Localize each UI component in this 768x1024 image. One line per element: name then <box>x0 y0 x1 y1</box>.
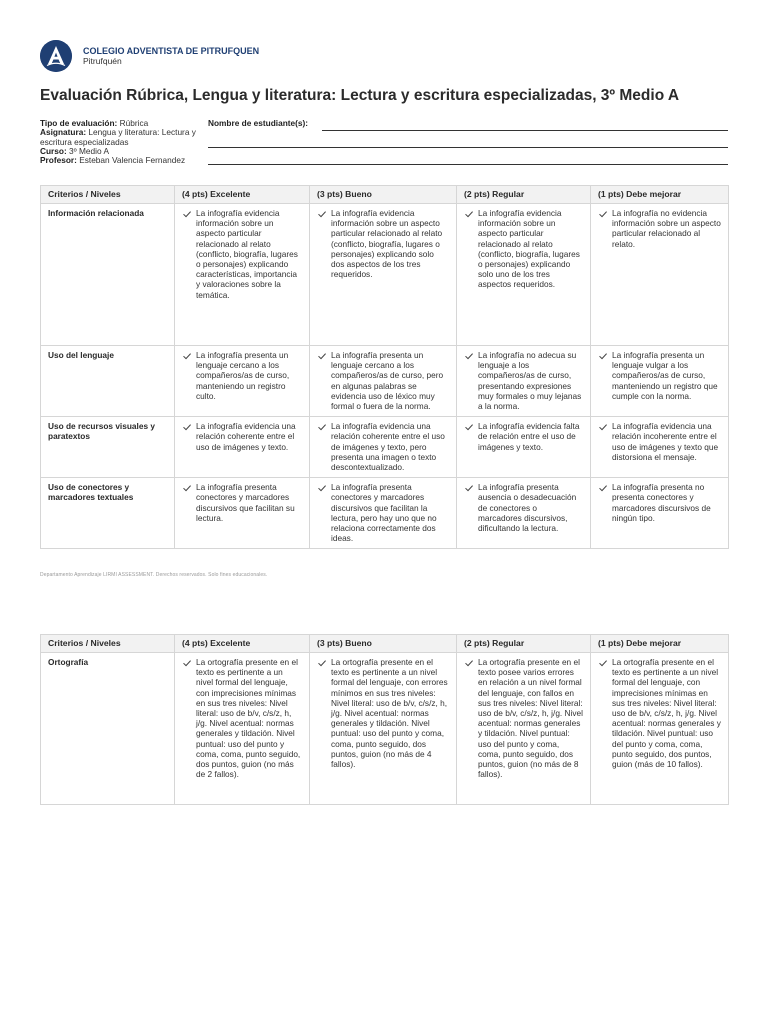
level-text: La infografía evidencia una relación coherente entre el uso de imágenes y texto, pero presenta una imagen o texto descontextualizado. <box>331 421 445 473</box>
header-bueno: (3 pts) Bueno <box>310 186 457 204</box>
header-regular: (2 pts) Regular <box>457 186 591 204</box>
level-cell <box>175 346 310 417</box>
level-cell <box>457 204 591 346</box>
level-text: La infografía evidencia información sobre un aspecto particular relacionado al relato (conflicto, biografía, lugares o personajes) explicando características, importancia y valoraciones sobre la temática. <box>196 208 298 300</box>
level-cell <box>591 346 729 417</box>
level-text: La infografía presenta ausencia o desadecuación de conectores o marcadores discursivos, dificultando la lectura. <box>478 482 577 534</box>
level-text: La infografía presenta un lenguaje cercano a los compañeros/as de curso, manteniendo un registro culto. <box>196 350 290 401</box>
table-row <box>41 417 729 478</box>
criterion-cell: Uso de conectores y marcadores textuales <box>41 478 175 549</box>
student-name-line-3 <box>208 164 728 165</box>
table-row <box>41 346 729 417</box>
school-city: Pitrufquén <box>83 56 122 66</box>
check-icon <box>464 482 475 533</box>
level-cell <box>175 204 310 346</box>
level-text: La infografía no evidencia información sobre un aspecto particular relacionado al relato. <box>612 208 721 249</box>
page-title: Evaluación Rúbrica, Lengua y literatura: Lectura y escritura especializadas, 3º Medio A <box>40 87 680 104</box>
level-text: La infografía presenta conectores y marcadores discursivos que facilitan la lectura, pero hay uno que no relaciona correctamente dos ideas. <box>331 482 437 544</box>
level-cell <box>457 417 591 478</box>
meta-profesor <box>40 156 208 165</box>
criterion-cell: Uso de recursos visuales y paratextos <box>41 417 175 478</box>
level-cell <box>591 653 729 805</box>
level-cell <box>175 417 310 478</box>
check-icon <box>317 350 328 411</box>
footer-note: Departamento Aprendizaje LIRMI ASSESSMENT. Derechos reservados. Solo fines educacionales. <box>40 572 268 578</box>
table-row <box>41 204 729 346</box>
rubric-table-1 <box>40 185 729 549</box>
header-debe-mejorar: (1 pts) Debe mejorar <box>591 186 729 204</box>
meta-asignatura-label: Asignatura: <box>40 127 87 138</box>
header-excelente: (4 pts) Excelente <box>175 186 310 204</box>
check-icon <box>598 657 609 769</box>
criterion-cell: Uso del lenguaje <box>41 346 175 417</box>
check-icon <box>464 421 475 452</box>
level-text: La infografía evidencia una relación coherente entre el uso de imágenes y texto. <box>196 421 296 452</box>
level-cell <box>310 346 457 417</box>
meta-profesor-label: Profesor: <box>40 155 77 166</box>
student-name-line-1 <box>322 130 728 131</box>
meta-asignatura <box>40 128 208 147</box>
check-icon <box>317 482 328 543</box>
level-cell <box>175 653 310 805</box>
level-text: La infografía no adecua su lenguaje a los compañeros/as de curso, presentando expresiones muy formales o muy lejanas a la norma. <box>478 350 582 412</box>
school-name: COLEGIO ADVENTISTA DE PITRUFQUEN <box>83 46 260 56</box>
check-icon <box>182 350 193 401</box>
student-name-line-2 <box>208 147 728 148</box>
level-cell <box>310 204 457 346</box>
check-icon <box>317 421 328 472</box>
level-cell <box>457 653 591 805</box>
level-text: La infografía evidencia información sobre un aspecto particular relacionado al relato (conflicto, biografía, lugares o personajes) explicando solo uno de los tres aspectos requeridos. <box>478 208 580 290</box>
check-icon <box>317 657 328 769</box>
header-criterios: Criterios / Niveles <box>41 186 175 204</box>
check-icon <box>598 421 609 462</box>
check-icon <box>182 421 193 452</box>
level-cell <box>591 478 729 549</box>
level-cell <box>591 204 729 346</box>
header-bueno: (3 pts) Bueno <box>310 635 457 653</box>
level-text: La infografía evidencia información sobre un aspecto particular relacionado al relato (conflicto, biografía, lugares o personajes) explicando solo dos aspectos de los tres requeridos. <box>331 208 443 280</box>
check-icon <box>317 208 328 279</box>
meta-curso-label: Curso: <box>40 145 67 156</box>
student-name-label: Nombre de estudiante(s): <box>208 118 309 128</box>
level-text: La infografía presenta un lenguaje cercano a los compañeros/as de curso, pero en algunas palabras se evidencia uso de léxico muy formal o fuera de la norma. <box>331 350 444 412</box>
header-debe-mejorar: (1 pts) Debe mejorar <box>591 635 729 653</box>
check-icon <box>598 350 609 401</box>
check-icon <box>598 208 609 249</box>
meta-profesor-value: Esteban Valencia Fernandez <box>79 155 186 166</box>
school-logo-icon <box>40 40 72 72</box>
table-row <box>41 653 729 805</box>
check-icon <box>464 657 475 779</box>
criterion-cell: Información relacionada <box>41 204 175 346</box>
table-header-row <box>41 186 729 204</box>
table-row <box>41 478 729 549</box>
table-header-row <box>41 635 729 653</box>
meta-tipo-label: Tipo de evaluación: <box>40 118 118 128</box>
level-cell <box>310 478 457 549</box>
level-text: La infografía presenta conectores y marcadores discursivos que facilitan su lectura. <box>196 482 295 523</box>
rubric-table-2 <box>40 634 729 805</box>
level-text: La ortografía presente en el texto es pertinente a un nivel formal del lenguaje, con errores mínimos en sus tres niveles: Nivel literal: uso de b/v, c/s/z, h, j/g. Nivel acentual: normas generales y tildación. Nivel puntual: uso del punto y coma, coma, punto seguido, dos puntos, guion (no más de 4 fallos). <box>331 657 448 770</box>
criterion-cell: Ortografía <box>41 653 175 805</box>
check-icon <box>182 657 193 779</box>
meta-curso-value: 3º Medio A <box>69 145 109 156</box>
check-icon <box>464 208 475 290</box>
level-text: La ortografía presente en el texto es pertinente a un nivel formal del lenguaje, con imprecisiones mínimas en sus tres niveles: Nivel literal: uso de b/v, c/s/z, h, j/g. Nivel acentual: normas generales y tildación. Nivel puntual: uso del punto y coma, coma, punto seguido, dos puntos, guion (no más de 2 fallos). <box>196 657 301 780</box>
header-criterios: Criterios / Niveles <box>41 635 175 653</box>
check-icon <box>182 482 193 523</box>
level-text: La ortografía presente en el texto posee varios errores en relación a un nivel formal del lenguaje, con fallos en sus tres niveles: Nivel literal: uso de b/v, c/s/z, h, j/g. Nivel acentual: normas generales y tildación. Nivel puntual: uso del punto y coma, coma, punto seguido, dos puntos, guion (no más de 8 fallos). <box>478 657 583 780</box>
meta-asignatura-value: Lengua y literatura: Lectura y escritura especializadas <box>40 127 196 147</box>
level-cell <box>310 653 457 805</box>
level-text: La ortografía presente en el texto es pertinente a un nivel formal del lenguaje, con imprecisiones mínimas en sus tres niveles: Nivel literal: uso de b/v, c/s/z, h, j/g. Nivel acentual: normas generales y tildación. Nivel puntual: uso del punto y coma, coma, punto seguido, dos puntos, guion (más de 10 fallos). <box>612 657 721 770</box>
student-name-block <box>208 119 728 128</box>
level-cell <box>457 478 591 549</box>
check-icon <box>464 350 475 411</box>
level-text: La infografía evidencia falta de relación entre el uso de imágenes y texto. <box>478 421 580 452</box>
level-cell <box>310 417 457 478</box>
level-text: La infografía presenta un lenguaje vulgar a los compañeros/as de curso, manteniendo un registro que cumple con la norma. <box>612 350 718 401</box>
header-regular: (2 pts) Regular <box>457 635 591 653</box>
school-header <box>40 40 259 72</box>
level-cell <box>591 417 729 478</box>
meta-tipo-value: Rúbrica <box>119 118 149 128</box>
level-cell <box>175 478 310 549</box>
check-icon <box>182 208 193 300</box>
check-icon <box>598 482 609 523</box>
level-cell <box>457 346 591 417</box>
level-text: La infografía evidencia una relación incoherente entre el uso de imágenes y texto que distorsiona el mensaje. <box>612 421 719 462</box>
level-text: La infografía presenta no presenta conectores y marcadores discursivos de ningún tipo. <box>612 482 711 523</box>
header-excelente: (4 pts) Excelente <box>175 635 310 653</box>
